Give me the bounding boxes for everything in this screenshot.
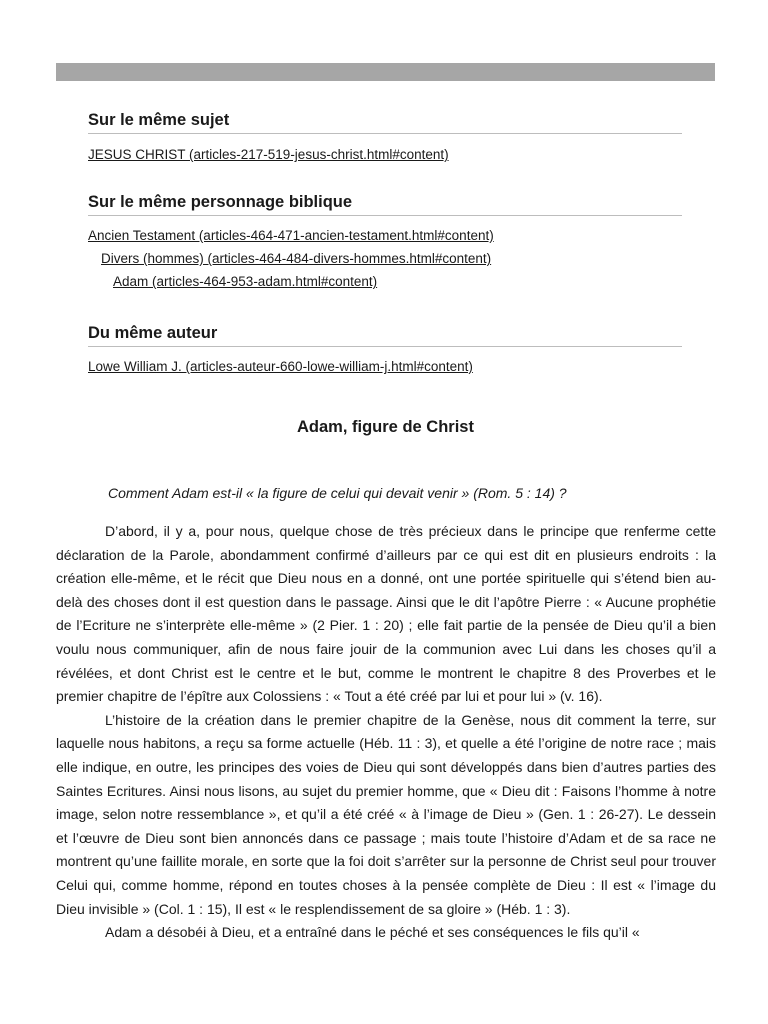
article-title: Adam, figure de Christ [297,418,474,436]
section-heading-subject: Sur le même sujet [88,110,682,134]
link-ancien-testament[interactable]: Ancien Testament (articles-464-471-ancien-testament.html#content) [88,228,494,243]
header-bar [56,63,715,81]
paragraph: Adam a désobéi à Dieu, et a entraîné dans le péché et ses conséquences le fils qu’il « [105,924,640,941]
related-character-section [88,192,682,293]
link-author-lowe[interactable]: Lowe William J. (articles-auteur-660-lowe-william-j.html#content) [88,359,473,374]
section-heading-author: Du même auteur [88,323,682,347]
article-epigraph: Comment Adam est-il « la figure de celui qui devait venir » (Rom. 5 : 14) ? [108,485,567,501]
link-adam[interactable]: Adam (articles-464-953-adam.html#content) [113,274,378,289]
link-jesus-christ[interactable]: JESUS CHRIST (articles-217-519-jesus-christ.html#content) [88,147,449,162]
related-subject-section [88,110,682,166]
paragraph: D’abord, il y a, pour nous, quelque chose de très précieux dans le principe que renferme cette déclaration de la Parole, abondamment confirmé d’ailleurs par ce qui est dit en plusieurs endroits : la création elle-même, et le récit que Dieu nous en a donné, ont une portée spirituelle qui s’étend bien au-delà des choses dont il est question dans le passage. Ainsi que le dit l’apôtre Pierre : « Aucune prophétie de l’Ecriture ne s’interprète elle-même » (2 Pier. 1 : 20) ; elle fait partie de la pensée de Dieu qu’il a bien voulu nous communiquer, afin de nous faire jouir de la communion avec Lui dans les choses qu’il a révélées, et dont Christ est le centre et le but, comme le montrent le chapitre 8 des Proverbes et le premier chapitre de l’épître aux Colossiens : « Tout a été créé par lui et pour lui » (v. 16). [56,523,716,705]
article-body [56,520,716,945]
same-author-section [88,323,682,378]
link-divers-hommes[interactable]: Divers (hommes) (articles-464-484-divers-hommes.html#content) [101,251,492,266]
section-heading-character: Sur le même personnage biblique [88,192,682,216]
paragraph: L’histoire de la création dans le premier chapitre de la Genèse, nous dit comment la terre, sur laquelle nous habitons, a reçu sa forme actuelle (Héb. 11 : 3), et quelle a été l’origine de notre race ; mais elle indique, en outre, les principes des voies de Dieu qui sont développés dans bien d’autres parties des Saintes Ecritures. Ainsi nous lisons, au sujet du premier homme, que « Dieu dit : Faisons l’homme à notre image, selon notre ressemblance », et qu’il a été créé « à l’image de Dieu » (Gen. 1 : 26-27). Le dessein et l’œuvre de Dieu sont bien annoncés dans ce passage ; mais toute l’histoire d’Adam et de sa race ne montrent qu’une faillite morale, en sorte que la foi doit s’arrêter sur la personne de Christ seul pour trouver Celui qui, comme homme, répond en toutes choses à la pensée complète de Dieu : Il est « l’image du Dieu invisible » (Col. 1 : 15), Il est « le resplendissement de sa gloire » (Héb. 1 : 3). [56,711,716,917]
